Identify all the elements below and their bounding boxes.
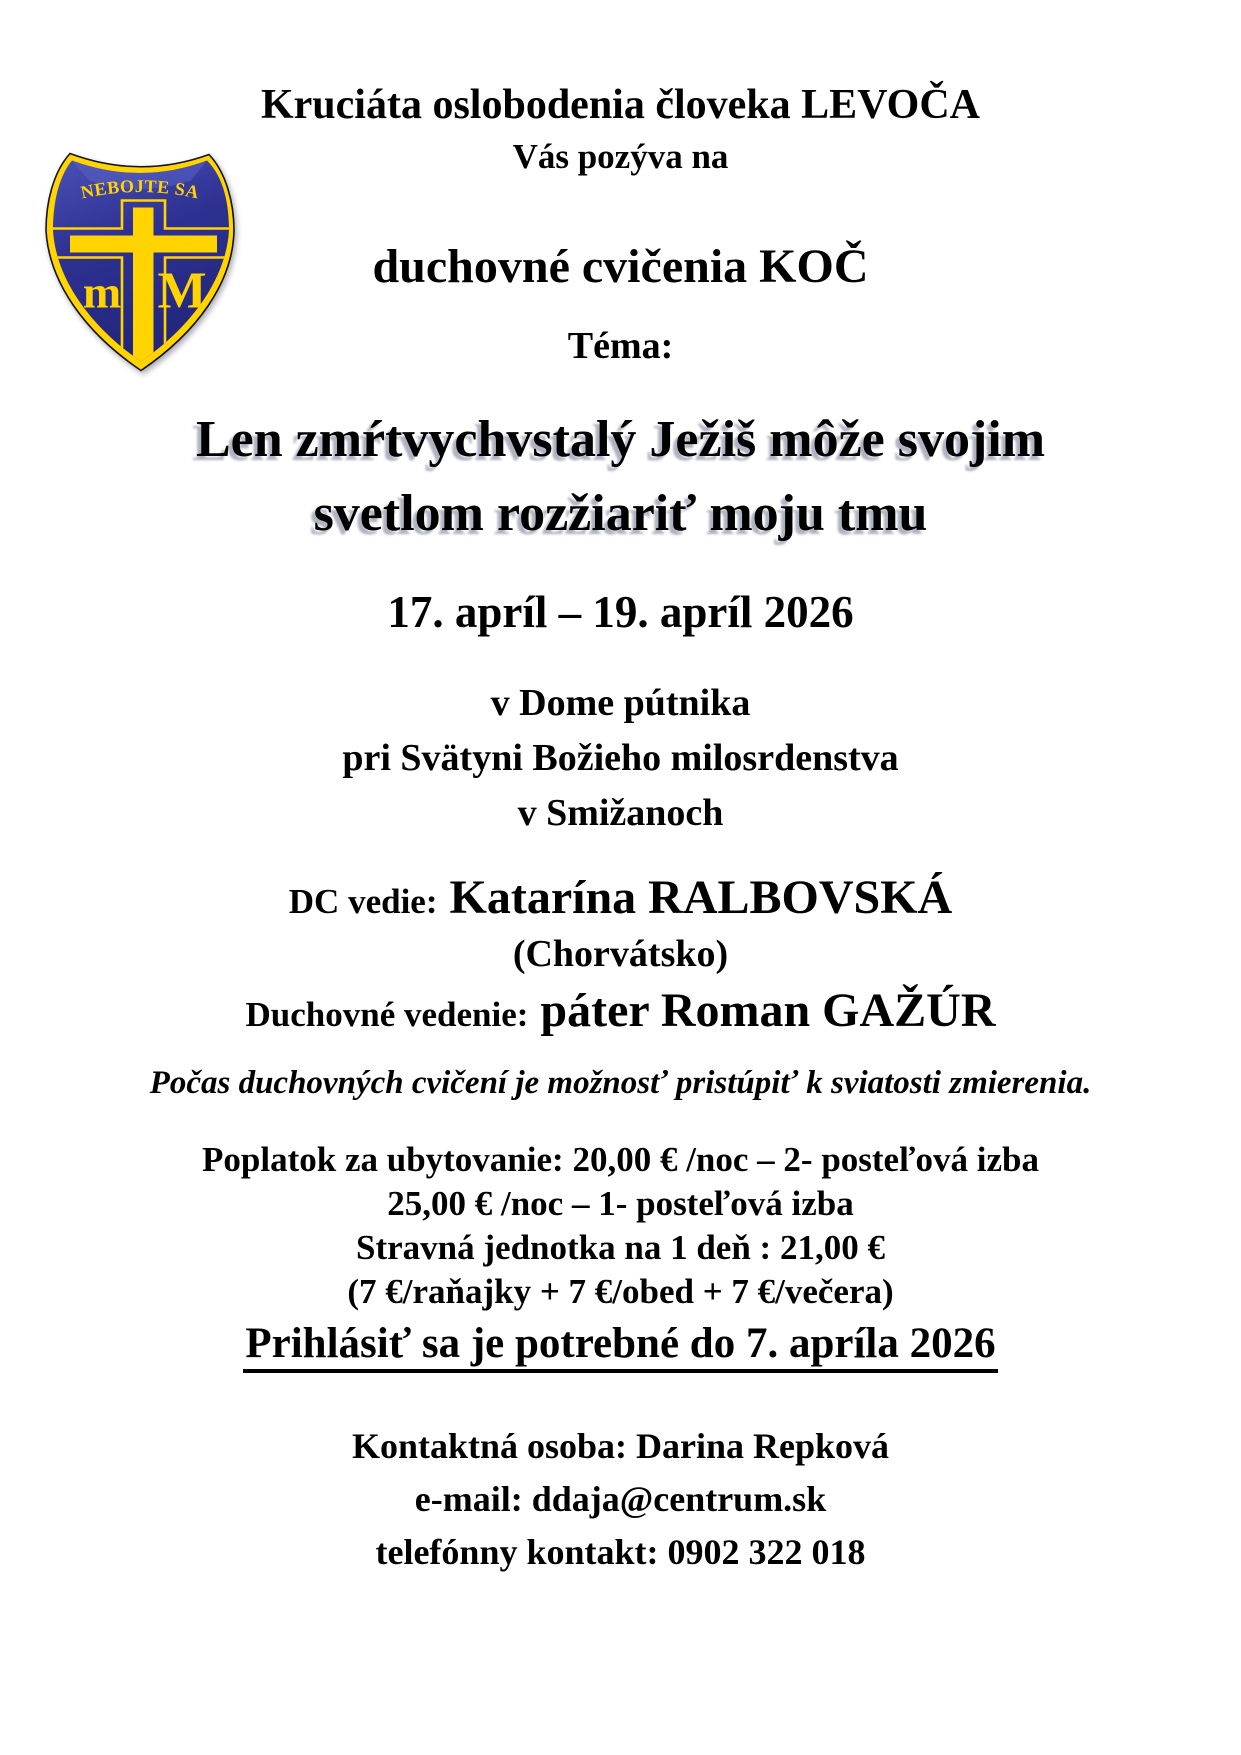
date-range: 17. apríl – 19. apríl 2026 bbox=[387, 587, 854, 637]
theme-line-1: Len zmŕtvychvstalý Ježiš môže svojim bbox=[195, 411, 1046, 468]
pricing-line-2: 25,00 € /noc – 1- posteľová izba bbox=[387, 1184, 854, 1223]
spiritual-leader-name: páter Roman GAŽÚR bbox=[540, 984, 996, 1037]
invite-line: Vás pozýva na bbox=[512, 137, 729, 176]
logo-letter-M: M bbox=[157, 262, 207, 320]
contact-email: e-mail: ddaja@centrum.sk bbox=[414, 1479, 827, 1519]
logo-motto: NEBOJTE SA bbox=[79, 175, 201, 203]
registration-deadline bbox=[0, 1318, 1241, 1370]
venue-block bbox=[0, 676, 1241, 841]
pricing-line-1: Poplatok za ubytovanie: 20,00 € /noc – 2- posteľová izba bbox=[202, 1140, 1039, 1179]
pricing-block bbox=[0, 1138, 1241, 1314]
contact-person: Kontaktná osoba: Darina Repková bbox=[351, 1426, 890, 1466]
dc-leader-name: Katarína RALBOVSKÁ bbox=[449, 871, 953, 924]
dc-leader-country: (Chorvátsko) bbox=[512, 933, 729, 975]
pricing-line-4: (7 €/raňajky + 7 €/obed + 7 €/večera) bbox=[347, 1272, 894, 1311]
org-title: Kruciáta oslobodenia človeka LEVOČA bbox=[260, 82, 981, 128]
contact-phone: telefónny kontakt: 0902 322 018 bbox=[375, 1532, 866, 1572]
dc-leader-label: DC vedie: bbox=[288, 882, 438, 921]
registration-deadline-text: Prihlásiť sa je potrebné do 7. apríla 2026 bbox=[243, 1320, 997, 1373]
theme-headline bbox=[0, 403, 1241, 551]
spiritual-leader-label: Duchovné vedenie: bbox=[245, 995, 529, 1034]
venue-line-2: pri Svätyni Božieho milosrdenstva bbox=[342, 737, 899, 779]
theme-line-2: svetlom rozžiariť moju tmu bbox=[313, 485, 928, 542]
event-title: duchovné cvičenia KOČ bbox=[372, 240, 869, 293]
contact-block bbox=[0, 1420, 1241, 1579]
logo-letter-m: m bbox=[82, 266, 122, 318]
confession-note: Počas duchovných cvičení je možnosť pristúpiť k sviatosti zmierenia. bbox=[149, 1065, 1092, 1101]
pricing-line-3: Stravná jednotka na 1 deň : 21,00 € bbox=[356, 1228, 885, 1267]
dc-leader-line bbox=[0, 872, 1241, 925]
spiritual-leader-line bbox=[0, 985, 1241, 1038]
venue-line-1: v Dome pútnika bbox=[490, 682, 751, 724]
theme-label: Téma: bbox=[567, 325, 674, 367]
venue-line-3: v Smižanoch bbox=[517, 792, 724, 834]
